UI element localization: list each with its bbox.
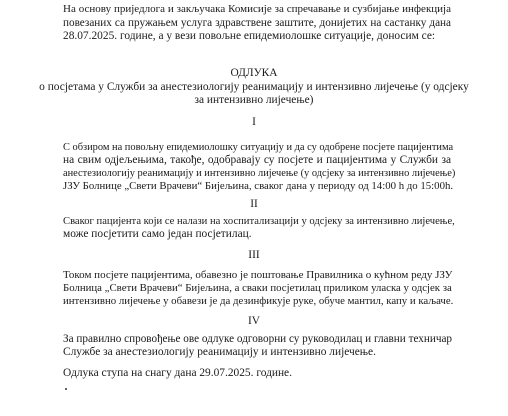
- stray-mark: [65, 388, 67, 390]
- section-2-line-1: Сваког пацијента који се налази на хоспитализацији у одсјеку за интензивно лијечење,: [63, 216, 455, 227]
- section-4-line-1: За правилно спровођење ове одлуке одговорни су руководилац и главни техничар: [63, 333, 453, 345]
- intro-line-2: повезаних са пружањем услуга здравствене заштите, донијетих на састанку дана: [63, 17, 451, 29]
- section-1-line-2: на свим одјељењима, такође, одобравају су посјете и пацијентима у Служби за: [63, 154, 451, 166]
- section-numeral-3: III: [248, 249, 260, 261]
- section-3-line-2: Болница „Свети Врачеви“ Бијељина, а сваки посјетилац приликом уласка у одсјек за: [63, 282, 452, 294]
- decision-subtitle-line-1: о посјетама у Служби за анестезиологију реанимацију и интензивно лијечење (у одсјеку: [39, 81, 469, 93]
- section-1-line-4: ЈЗУ Болнице „Свети Врачеви“ Бијељина, сваког дана у периоду од 14:00 h до 15:00h.: [63, 180, 454, 192]
- section-3-line-3: интензивно лијечење у обавези је да дезинфикује руке, обуче мантил, капу и каљаче.: [63, 295, 454, 307]
- decision-subtitle-line-2: за интензивно лијечење): [194, 94, 314, 106]
- section-4-line-2: Службе за анестезиологију реанимацију и интензивно лијечење.: [63, 346, 376, 358]
- intro-line-3: 28.07.2025. године, а у вези повољне епидемиолошке ситуације, доносим се:: [63, 30, 436, 42]
- decision-heading: ОДЛУКА: [230, 67, 278, 79]
- section-numeral-2: II: [250, 198, 258, 210]
- section-2-line-2: може посјетити само један посјетилац.: [63, 228, 252, 240]
- section-3-line-1: Током посјете пацијентима, обавезно је поштовање Правилника о кућном реду ЈЗУ: [63, 269, 453, 281]
- intro-line-1: На основу приједлога и закључака Комисије за спречавање и сузбијање инфекција: [63, 3, 451, 15]
- section-numeral-4: IV: [247, 315, 261, 327]
- section-1-line-3: анестезиологију реанимацију и интензивно лијечење (у одсјеку за интензивно лијечење): [63, 168, 456, 179]
- section-numeral-1: I: [252, 116, 256, 128]
- closing-statement: Одлука ступа на снагу дана 29.07.2025. године.: [63, 367, 292, 379]
- section-1-line-1: С обзиром на повољну епидемиолошку ситуацију и да су одобрене посјете пацијентима: [63, 142, 454, 153]
